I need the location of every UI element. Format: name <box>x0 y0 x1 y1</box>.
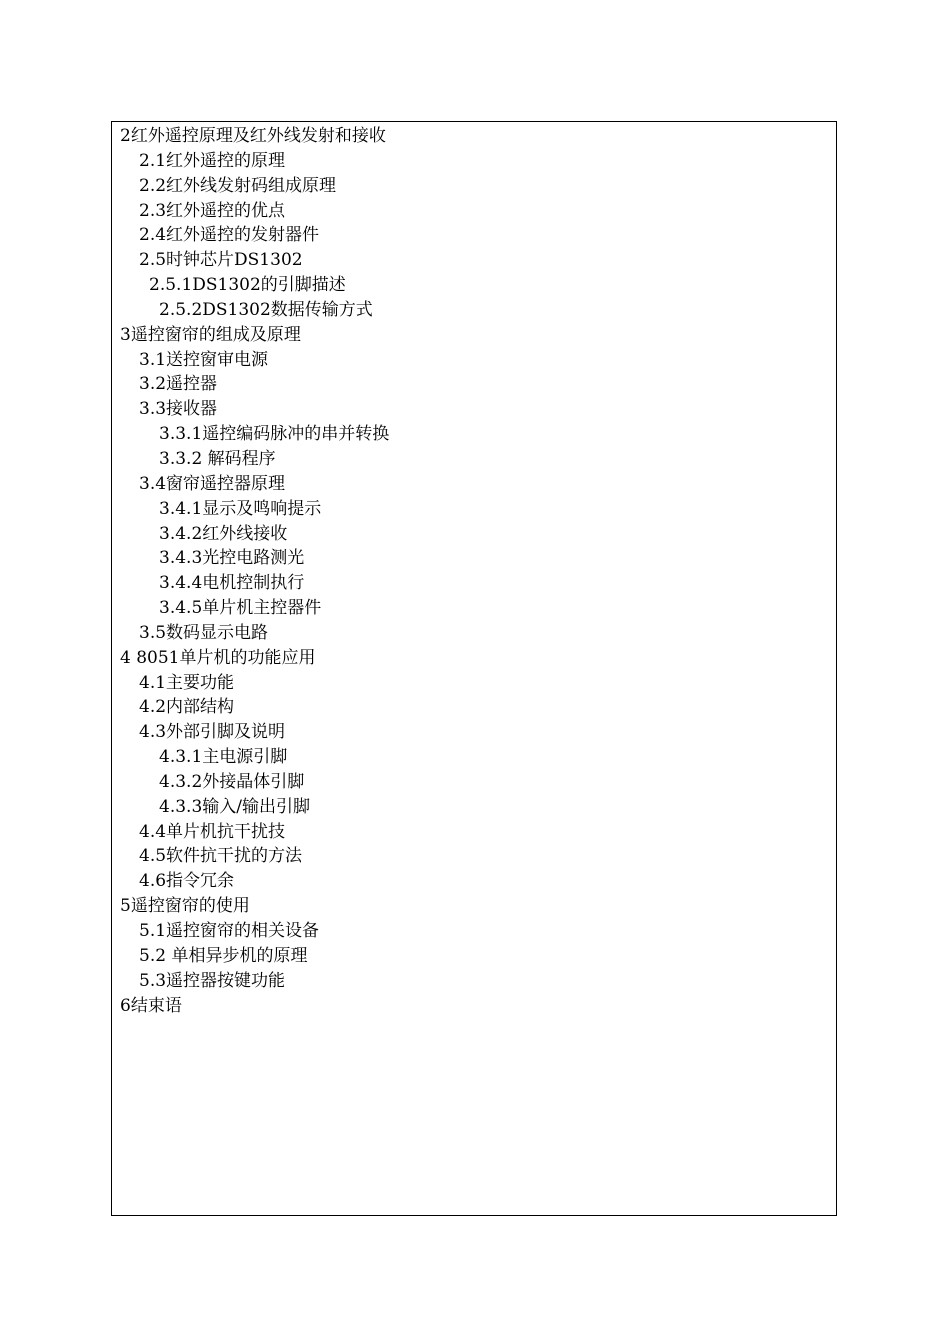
toc-entry: 2.5.2DS1302数据传输方式 <box>159 299 373 320</box>
toc-entry: 3.4.3光控电路测光 <box>159 548 305 569</box>
toc-box <box>111 121 837 1216</box>
toc-entry: 3.1送控窗审电源 <box>139 349 269 370</box>
toc-entry: 2.4红外遥控的发射器件 <box>139 225 320 246</box>
toc-entry: 3.3.1遥控编码脉冲的串并转换 <box>159 424 390 445</box>
toc-entry: 2.5时钟芯片DS1302 <box>139 250 303 271</box>
toc-entry: 4.3外部引脚及说明 <box>139 722 286 743</box>
toc-entry: 3遥控窗帘的组成及原理 <box>120 324 301 345</box>
toc-entry: 3.4.2红外线接收 <box>159 523 288 544</box>
toc-entry: 4.5软件抗干扰的方法 <box>139 846 303 867</box>
toc-entry: 2.3红外遥控的优点 <box>139 200 286 221</box>
toc-entry: 2红外遥控原理及红外线发射和接收 <box>120 126 386 146</box>
toc-entry: 3.5数码显示电路 <box>139 622 269 643</box>
toc-entry: 3.3.2 解码程序 <box>159 448 276 469</box>
toc-entry: 3.4.5单片机主控器件 <box>159 598 322 619</box>
toc-entry: 6结束语 <box>120 995 182 1016</box>
toc-list <box>120 124 828 1018</box>
toc-entry: 3.4窗帘遥控器原理 <box>139 473 286 494</box>
toc-entry: 4.3.3输入/输出引脚 <box>159 796 310 817</box>
toc-entry: 2.1红外遥控的原理 <box>139 150 286 171</box>
toc-entry: 4.1主要功能 <box>139 672 235 693</box>
toc-entry: 5.2 单相异步机的原理 <box>139 945 308 966</box>
toc-entry: 5遥控窗帘的使用 <box>120 896 250 917</box>
toc-entry: 2.5.1DS1302的引脚描述 <box>149 275 346 296</box>
toc-entry: 3.3接收器 <box>139 399 218 420</box>
toc-entry: 4.4单片机抗干扰技 <box>139 821 286 842</box>
toc-entry: 4.3.2外接晶体引脚 <box>159 771 305 792</box>
toc-entry: 3.4.1显示及鸣响提示 <box>159 498 322 519</box>
toc-entry: 4.6指令冗余 <box>139 871 235 892</box>
toc-entry: 4.3.1主电源引脚 <box>159 747 288 768</box>
toc-entry: 4.2内部结构 <box>139 697 235 718</box>
toc-entry: 5.1遥控窗帘的相关设备 <box>139 921 320 941</box>
toc-entry: 2.2红外线发射码组成原理 <box>139 175 337 196</box>
toc-entry: 5.3遥控器按键功能 <box>139 970 286 991</box>
toc-entry: 4 8051单片机的功能应用 <box>120 647 316 668</box>
toc-entry: 3.2遥控器 <box>139 374 218 395</box>
toc-entry: 3.4.4电机控制执行 <box>159 573 305 594</box>
